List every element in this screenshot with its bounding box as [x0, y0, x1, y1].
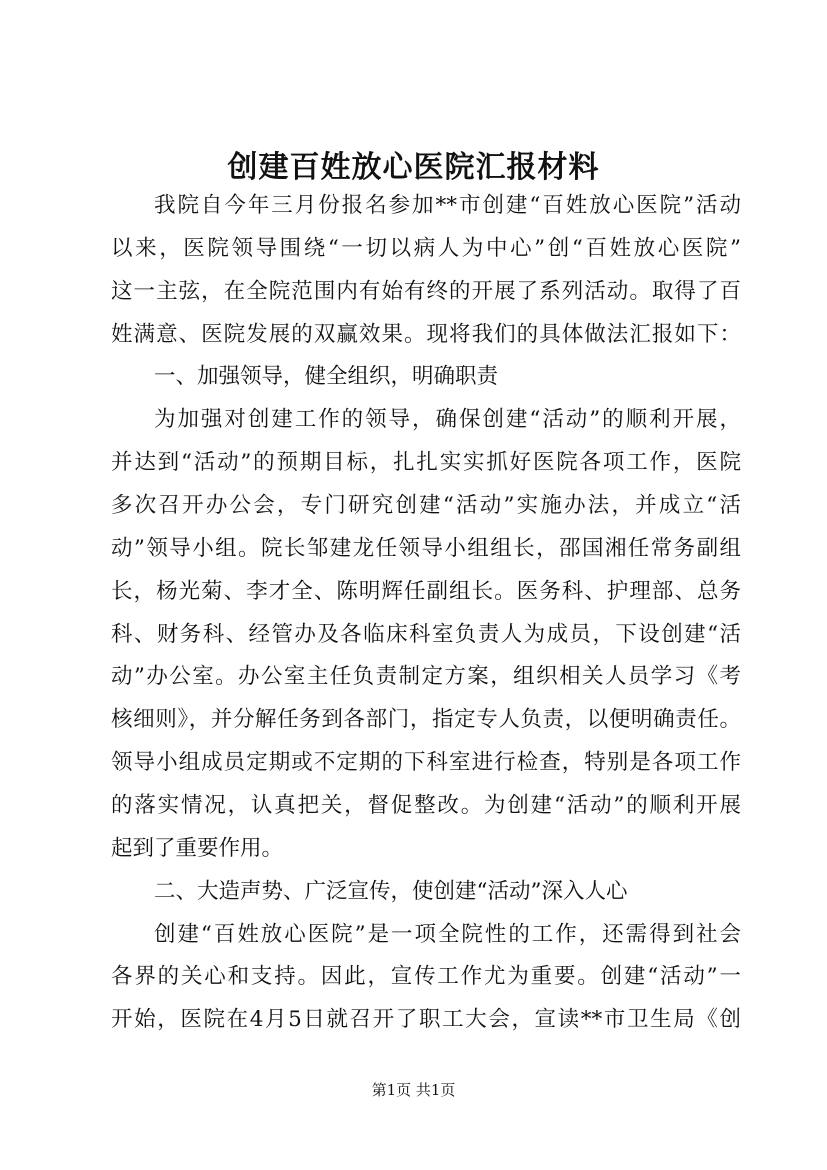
paragraph-line: 以来，医院领导围绕“一切以病人为中心”创“百姓放心医院” [111, 236, 741, 261]
section-heading: 二、大造声势、广泛宣传，使创建“活动”深入人心 [154, 879, 628, 904]
paragraph-line: 并达到“活动”的预期目标，扎扎实实抓好医院各项工作，医院 [111, 450, 741, 475]
paragraph-line: 起到了重要作用。 [111, 836, 284, 861]
paragraph-line: 长，杨光菊、李才全、陈明辉任副组长。医务科、护理部、总务 [111, 579, 741, 604]
paragraph-line: 姓满意、医院发展的双赢效果。现将我们的具体做法汇报如下： [111, 322, 741, 347]
page-footer: 第1页 共1页 [371, 1081, 456, 1099]
paragraph-line: 核细则》，并分解任务到各部门，指定专人负责，以便明确责任。 [111, 707, 741, 732]
paragraph-line: 为加强对创建工作的领导，确保创建“活动”的顺利开展， [154, 407, 741, 432]
paragraph-line: 开始，医院在4月5日就召开了职工大会，宣读**市卫生局《创 [111, 1007, 741, 1032]
paragraph-line: 多次召开办公会，专门研究创建“活动”实施办法，并成立“活 [111, 493, 741, 518]
paragraph-line: 动”办公室。办公室主任负责制定方案，组织相关人员学习《考 [111, 664, 741, 689]
paragraph-line: 这一主弦，在全院范围内有始有终的开展了系列活动。取得了百 [111, 279, 741, 304]
document-title: 创建百姓放心医院汇报材料 [227, 150, 600, 185]
paragraph-line: 我院自今年三月份报名参加**市创建“百姓放心医院”活动 [154, 193, 741, 218]
paragraph-line: 创建“百姓放心医院”是一项全院性的工作，还需得到社会 [154, 922, 741, 947]
paragraph-line: 各界的关心和支持。因此，宣传工作尤为重要。创建“活动”一 [111, 964, 741, 989]
paragraph-line: 动”领导小组。院长邹建龙任领导小组组长，邵国湘任常务副组 [111, 536, 741, 561]
paragraph-line: 的落实情况，认真把关，督促整改。为创建“活动”的顺利开展 [111, 793, 741, 818]
paragraph-line: 科、财务科、经管办及各临床科室负责人为成员，下设创建“活 [111, 622, 741, 647]
section-heading: 一、加强领导，健全组织，明确职责 [154, 364, 499, 389]
paragraph-line: 领导小组成员定期或不定期的下科室进行检查，特别是各项工作 [111, 750, 741, 775]
